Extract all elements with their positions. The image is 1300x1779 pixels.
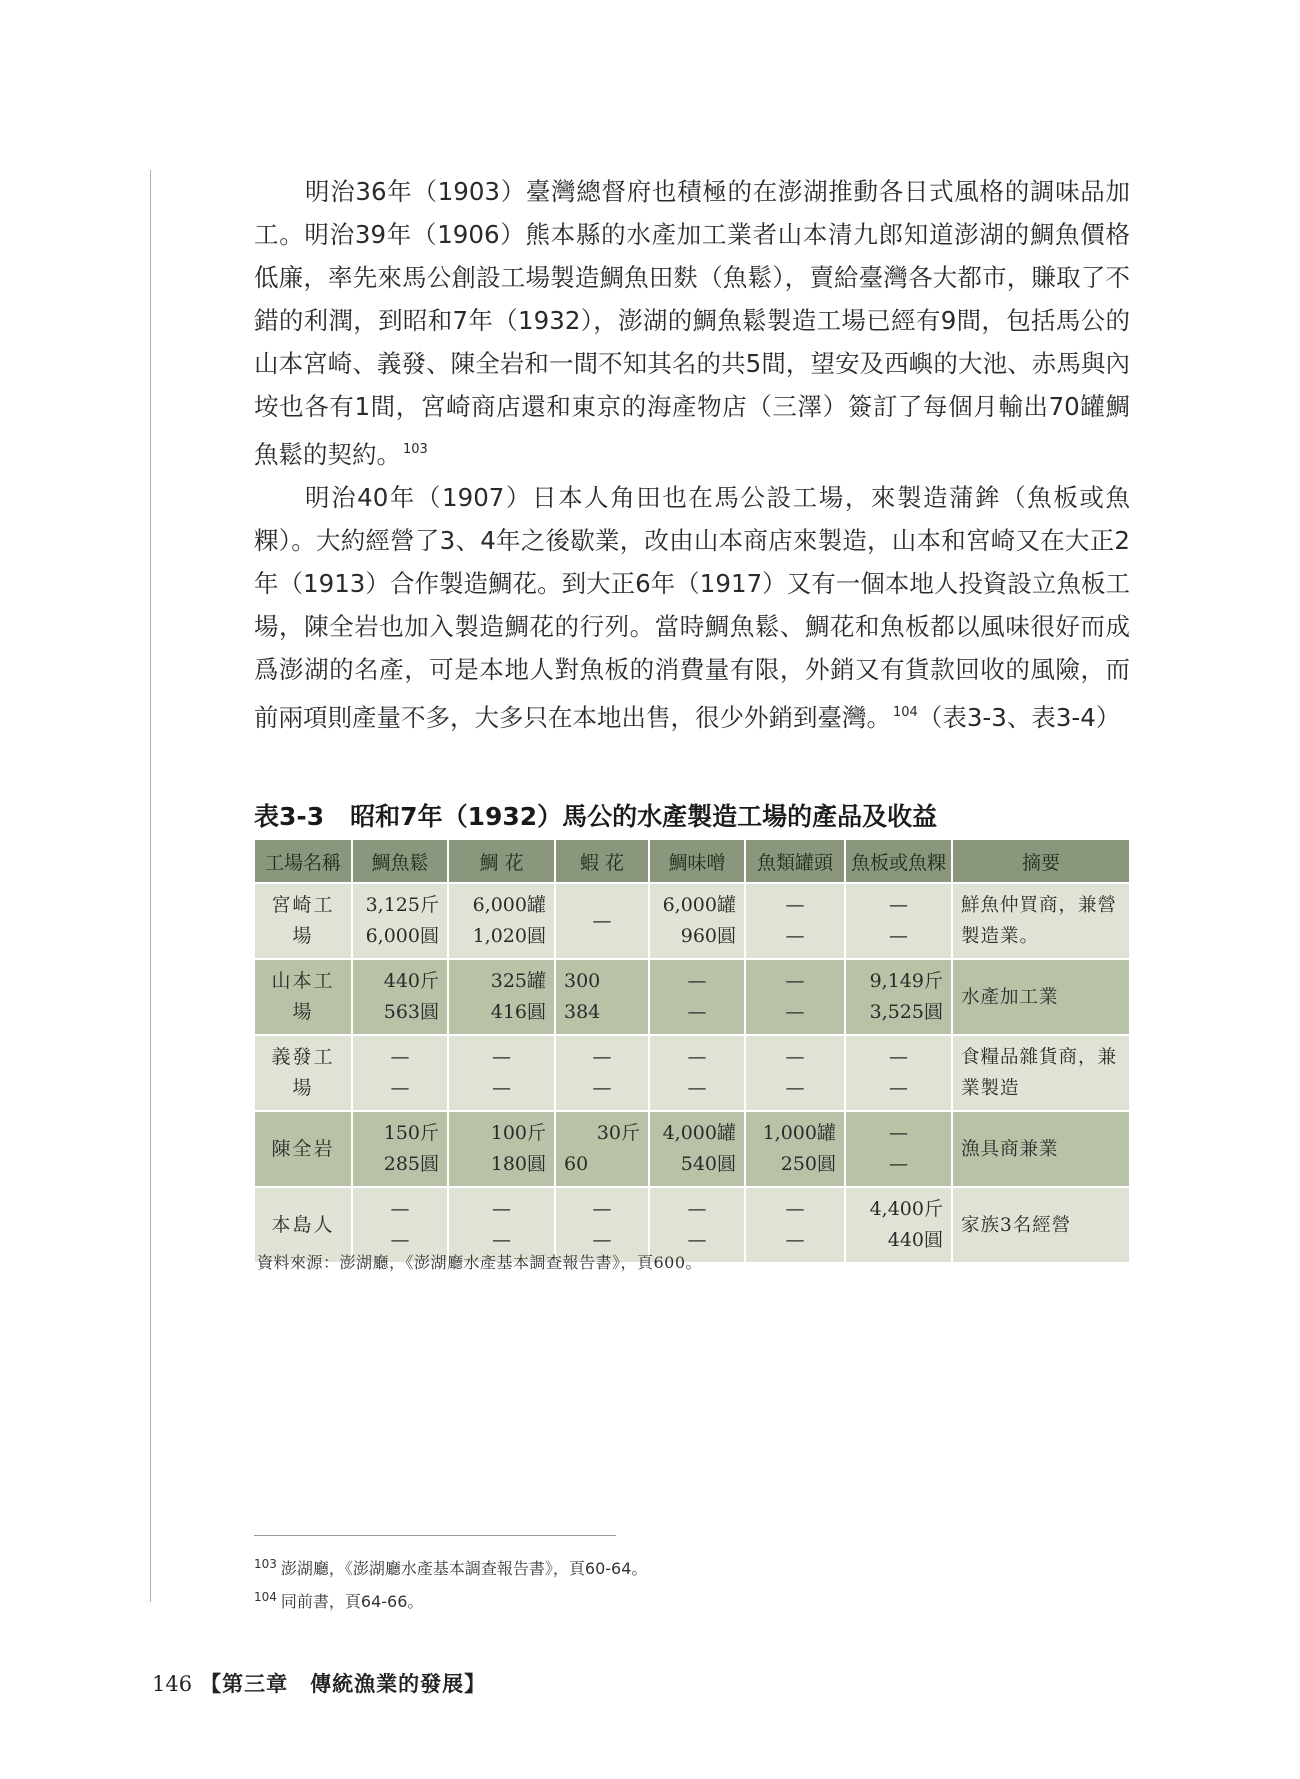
- table-cell: — —: [352, 1035, 448, 1111]
- table-cell: 9,149斤 3,525圓: [845, 959, 952, 1035]
- table-source: 資料來源：澎湖廳，《澎湖廳水產基本調查報告書》，頁600。: [257, 1253, 703, 1272]
- column-header: 魚板或魚粿: [845, 840, 952, 883]
- footnotes: [254, 1550, 647, 1616]
- footnote-ref-104[interactable]: 104: [893, 705, 918, 720]
- paragraph-1: 明治36年（1903）臺灣總督府也積極的在澎湖推動各日式風格的調味品加工。明治39年（1906）熊本縣的水產加工業者山本清九郎知道澎湖的鯛魚價格低廉，率先來馬公創設工場製造鯛魚田麩（魚鬆），賣給臺灣各大都市，賺取了不錯的利潤，到昭和7年（1932），澎湖的鯛魚鬆製造工場已經有9間，包括馬公的山本宮崎、義發、陳全岩和一間不知其名的共5間，望安及西嶼的大池、赤馬與內垵也各有1間，宮崎商店還和東京的海產物店（三澤）簽訂了每個月輸出70罐鯛魚鬆的契約。 $^{103}$: [254, 177, 1130, 469]
- footnote-ref-103[interactable]: 103: [403, 442, 428, 457]
- products-table: [255, 840, 1131, 1262]
- factory-name: 陳全岩: [255, 1111, 352, 1187]
- table-number: 表3-3: [254, 802, 325, 831]
- paragraph-2: 明治40年（1907）日本人角田也在馬公設工場，來製造蒲鉾（魚板或魚粿）。大約經營了3、4年之後歇業，改由山本商店來製造，山本和宮崎又在大正2年（1913）合作製造鯛花。到大正6年（1917）又有一個本地人投資設立魚板工場，陳全岩也加入製造鯛花的行列。當時鯛魚鬆、鯛花和魚板都以風味很好而成爲澎湖的名產，可是本地人對魚板的消費量有限，外銷又有貨款回收的風險，而前兩項則產量不多，大多只在本地出售，很少外銷到臺灣。 $^{104}$（表3-3、表3-4）: [254, 483, 1130, 732]
- table-cell: 440斤 563圓: [352, 959, 448, 1035]
- table-cell: — —: [352, 1187, 448, 1262]
- table-cell: — —: [845, 883, 952, 959]
- table-cell: 150斤 285圓: [352, 1111, 448, 1187]
- table-cell: — —: [745, 959, 845, 1035]
- table-cell: 300 384: [555, 959, 649, 1035]
- column-header: 蝦 花: [555, 840, 649, 883]
- table-cell: — —: [745, 1035, 845, 1111]
- factory-name: 本島人: [255, 1187, 352, 1262]
- remark-cell: 水產加工業: [952, 959, 1130, 1035]
- body-text: [254, 170, 1130, 739]
- remark-cell: 鮮魚仲買商，兼營製造業。: [952, 883, 1130, 959]
- factory-name: 義發工場: [255, 1035, 352, 1111]
- factory-name: 山本工場: [255, 959, 352, 1035]
- table-cell: — —: [745, 1187, 845, 1262]
- table-cell: — —: [649, 1035, 745, 1111]
- page-footer: [152, 1668, 486, 1698]
- table-cell: — —: [845, 1111, 952, 1187]
- table-cell: — —: [448, 1187, 555, 1262]
- remark-cell: 漁具商兼業: [952, 1111, 1130, 1187]
- page-number: 146: [152, 1672, 193, 1696]
- column-header: 摘要: [952, 840, 1130, 883]
- footnote-103: $^{103}$ 澎湖廳，《澎湖廳水產基本調查報告書》，頁60-64。: [254, 1557, 648, 1578]
- table-cell: 3,125斤 6,000圓: [352, 883, 448, 959]
- column-header: 鯛魚鬆: [352, 840, 448, 883]
- factory-name: 宮崎工場: [255, 883, 352, 959]
- column-header: 工場名稱: [255, 840, 352, 883]
- table-header-row: [255, 840, 1130, 883]
- table-cell: 6,000罐 1,020圓: [448, 883, 555, 959]
- table-cell: — —: [745, 883, 845, 959]
- table-cell: — —: [555, 1187, 649, 1262]
- table-cell: — —: [555, 1035, 649, 1111]
- table-row: [255, 1035, 1130, 1111]
- table-cell: 1,000罐 250圓: [745, 1111, 845, 1187]
- chapter-title: 【第三章 傳統漁業的發展】: [200, 1671, 487, 1696]
- table-row: [255, 959, 1130, 1035]
- margin-rule: [150, 170, 151, 1602]
- table-cell: 100斤 180圓: [448, 1111, 555, 1187]
- table-cell: — —: [448, 1035, 555, 1111]
- footnote-104: $^{104}$ 同前書，頁64-66。: [254, 1590, 424, 1611]
- table-cell: —: [555, 883, 649, 959]
- table-cell: — —: [649, 1187, 745, 1262]
- table-row: [255, 883, 1130, 959]
- remark-cell: 家族3名經營: [952, 1187, 1130, 1262]
- table-row: [255, 1111, 1130, 1187]
- table-cell: 6,000罐 960圓: [649, 883, 745, 959]
- column-header: 鯛味噌: [649, 840, 745, 883]
- table-cell: 30斤 60: [555, 1111, 649, 1187]
- table-cell: 4,000罐 540圓: [649, 1111, 745, 1187]
- table-cell: 325罐 416圓: [448, 959, 555, 1035]
- remark-cell: 食糧品雜貨商，兼業製造: [952, 1035, 1130, 1111]
- table-caption: [254, 800, 1134, 834]
- table-cell: — —: [649, 959, 745, 1035]
- table-title: 昭和7年（1932）馬公的水產製造工場的產品及收益: [350, 802, 938, 831]
- footnote-divider: [254, 1535, 616, 1536]
- column-header: 鯛 花: [448, 840, 555, 883]
- table-cell: — —: [845, 1035, 952, 1111]
- table-cell: 4,400斤 440圓: [845, 1187, 952, 1262]
- column-header: 魚類罐頭: [745, 840, 845, 883]
